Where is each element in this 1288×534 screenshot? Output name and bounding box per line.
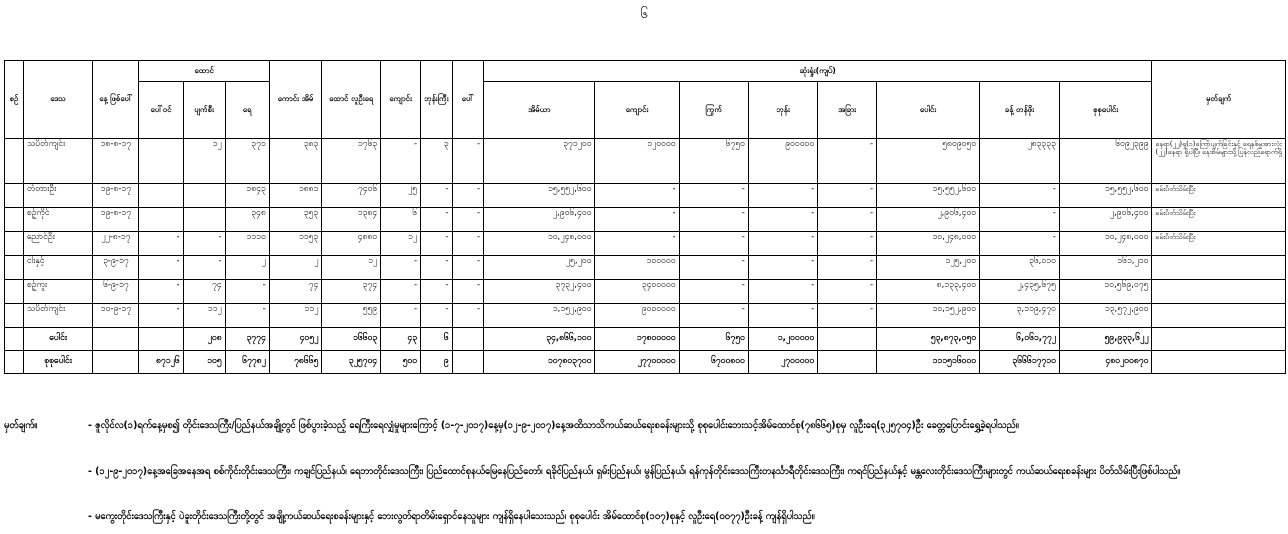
total-people: ၁၆၆၀၃ bbox=[322, 328, 381, 351]
grand-households: ၇၈၆၆၅ bbox=[269, 351, 322, 374]
cell-h-partial: ၁၂ bbox=[183, 139, 225, 184]
total-d-grand: ၅၉,၉၃၃,၆၂၂ bbox=[1059, 328, 1152, 351]
grand-d-total: ၁၁၁၅၁၆၀၀၀ bbox=[877, 351, 980, 374]
cell-other: - bbox=[452, 232, 484, 256]
cell-no bbox=[5, 184, 24, 208]
cell-remarks bbox=[1152, 256, 1286, 280]
cell-region: တံတားဦး bbox=[23, 184, 92, 208]
cell-date: ၆-၉-၁၇ bbox=[93, 280, 139, 304]
cell-d-buildings: ၃၇၃၂,၄၀၀ bbox=[484, 280, 595, 304]
cell-d-other: - bbox=[818, 184, 877, 208]
cell-d-buildings: ၁၀,၂၄၈,၀၀၀ bbox=[484, 232, 595, 256]
cell-d-buildings: ၁,၁၅၂,၉၀၀ bbox=[484, 304, 595, 328]
cell-region: စဉ့်ကူး bbox=[23, 280, 92, 304]
header-d-school: ကျောင်း bbox=[595, 82, 679, 139]
cell-d-other: - bbox=[818, 208, 877, 232]
total-remarks-cell bbox=[1152, 328, 1286, 351]
grand-d-grand: ၄၈၀၂၀၀၈၇၀ bbox=[1059, 351, 1152, 374]
cell-other: - bbox=[452, 304, 484, 328]
cell-h-flooded: ၃၄၈ bbox=[225, 208, 269, 232]
cell-people: ၇၄၀၆ bbox=[322, 184, 381, 208]
cell-d-total: ၁၀,၁၅၂,၉၀၀ bbox=[877, 304, 980, 328]
cell-d-school: - bbox=[595, 232, 679, 256]
cell-monastery: - bbox=[421, 232, 453, 256]
total-d-livestock: ၆၇၅၀ bbox=[679, 328, 748, 351]
table-row bbox=[5, 304, 1286, 328]
total-h-complete bbox=[139, 328, 183, 351]
grand-d-livestock: ၆၇၀၀၈၀၀ bbox=[679, 351, 748, 374]
note-item: - မကွေးတိုင်းဒေသကြီးနှင့် ပဲခူးတိုင်းဒေသကြီးတို့တွင် အချို့ကယ်ဆယ်ရေးစခန်းများနှင့် ဘေးလွတ်ရာတိမ်းရှောင်နေသူများ ကျန်ရှိနေပါသေးသည်၊ စုစုပေါင်း အိမ်ထောင်စု(၁၀၇)စုနှင့် လူဦးရေ(၀၀၇၇)ဦးခန့် ကျန်ရှိပါသည်။ bbox=[88, 511, 815, 522]
total-date-cell bbox=[93, 328, 139, 351]
grand-d-estimate: ၃၆၆၆၁၇၇၁၀ bbox=[980, 351, 1060, 374]
cell-d-livestock: - bbox=[679, 256, 748, 280]
cell-d-grand: ၁၅,၅၅၂,၆၀၀ bbox=[1059, 184, 1152, 208]
page-number: ၆ bbox=[640, 7, 648, 22]
cell-h-flooded: ၂ bbox=[225, 256, 269, 280]
cell-households: ၂ bbox=[269, 256, 322, 280]
flood-relief-table bbox=[4, 60, 1286, 374]
cell-no bbox=[5, 139, 24, 184]
total-label: ပေါင်း bbox=[23, 328, 92, 351]
grand-no-cell bbox=[5, 351, 24, 374]
cell-d-grand: ၁၀,၅၆၉,၀၇၅ bbox=[1059, 280, 1152, 304]
cell-date: ၁၉-၈-၁၇ bbox=[93, 184, 139, 208]
cell-h-complete bbox=[139, 184, 183, 208]
cell-d-estimate: ၃,၁၁၉,၄၇၀ bbox=[980, 304, 1060, 328]
cell-other: - bbox=[452, 184, 484, 208]
cell-d-monastery: - bbox=[748, 256, 817, 280]
header-d-grand: စုစုပေါင်း bbox=[1059, 82, 1152, 139]
cell-monastery: ၃ bbox=[421, 139, 453, 184]
total-d-monastery: ၁,၂၀၀၀၀၀ bbox=[748, 328, 817, 351]
cell-d-livestock: ၆၇၅၀ bbox=[679, 139, 748, 184]
cell-d-school: - bbox=[595, 208, 679, 232]
grand-d-school: ၂၇၇၀၀၀၀၀ bbox=[595, 351, 679, 374]
cell-people: ၄၈၈၀ bbox=[322, 232, 381, 256]
cell-region: ညောင်ဦး bbox=[23, 232, 92, 256]
cell-no bbox=[5, 208, 24, 232]
cell-remarks: ခမ်းပိတ်သိမ်းပြီး bbox=[1152, 184, 1286, 208]
cell-d-grand: ၆၀၉၂၃၉၉ bbox=[1059, 139, 1152, 184]
total-h-flooded: ၃၇၇၄ bbox=[225, 328, 269, 351]
header-d-other: အခြား bbox=[818, 82, 877, 139]
cell-d-monastery: - bbox=[748, 184, 817, 208]
cell-d-monastery: ၉၀၀၀၀၀ bbox=[748, 139, 817, 184]
header-date: နေ့ ဖြစ်ပေါ် bbox=[93, 61, 139, 139]
cell-schools: ၆ bbox=[381, 208, 421, 232]
cell-date: ၁၉-၈-၁၇ bbox=[93, 208, 139, 232]
cell-d-grand: ၁၀,၂၄၈,၀၀၀ bbox=[1059, 232, 1152, 256]
total-d-other bbox=[818, 328, 877, 351]
cell-schools: - bbox=[381, 304, 421, 328]
cell-remarks bbox=[1152, 304, 1286, 328]
table-row bbox=[5, 208, 1286, 232]
cell-schools: - bbox=[381, 280, 421, 304]
total-d-school: ၁၇၈၀၀၀၀၀ bbox=[595, 328, 679, 351]
grand-other bbox=[452, 351, 484, 374]
cell-h-partial: ၇၄ bbox=[183, 280, 225, 304]
table-row bbox=[5, 232, 1286, 256]
table-row bbox=[5, 256, 1286, 280]
cell-h-complete bbox=[139, 139, 183, 184]
cell-other: - bbox=[452, 139, 484, 184]
cell-monastery: - bbox=[421, 256, 453, 280]
cell-remarks: နေရာ(၂၂)ရှ(၁)ကြော်ပျက်ခြင်းနှင့် ရေနစ်မှုအားလုံး (၂၂)နေရာ ရှိပါပြီ၊ နေအိမ်များသို့ပြန်လည်ရောက်ရှိ bbox=[1152, 139, 1286, 184]
cell-people: ၃၇၄ bbox=[322, 280, 381, 304]
header-people: ထောင် လူဦးရေ bbox=[322, 61, 381, 139]
grand-remarks-cell bbox=[1152, 351, 1286, 374]
table-row bbox=[5, 139, 1286, 184]
cell-no bbox=[5, 232, 24, 256]
header-group-houses: ထောင် bbox=[139, 61, 269, 82]
grand-people: ၃၂၅၇၀၄ bbox=[322, 351, 381, 374]
cell-h-complete: - bbox=[139, 304, 183, 328]
cell-d-estimate: ၂,၄၃၅,၆၇၅ bbox=[980, 280, 1060, 304]
cell-h-flooded: ၁၁၁၀ bbox=[225, 232, 269, 256]
header-no: စဉ် bbox=[5, 61, 24, 139]
total-row bbox=[5, 328, 1286, 351]
total-d-buildings: ၃၄,၈၆၆,၁၀၀ bbox=[484, 328, 595, 351]
grand-d-monastery: ၂၇၀၀၀၀၀ bbox=[748, 351, 817, 374]
cell-d-school: ၁၂၀၀၀၀ bbox=[595, 139, 679, 184]
cell-d-total: ၁၂၅,၂၀၀ bbox=[877, 256, 980, 280]
cell-d-livestock: - bbox=[679, 184, 748, 208]
cell-d-other: - bbox=[818, 280, 877, 304]
cell-region: သပိတ်ကျင်း bbox=[23, 304, 92, 328]
total-monastery: ၆ bbox=[421, 328, 453, 351]
cell-households: ၁၈၈၁ bbox=[269, 184, 322, 208]
header-remarks: မှတ်ချက် bbox=[1152, 61, 1286, 139]
cell-d-livestock: - bbox=[679, 232, 748, 256]
header-monastery: ဘုန်းကြီး bbox=[421, 61, 453, 139]
grand-d-other bbox=[818, 351, 877, 374]
cell-h-complete: - bbox=[139, 256, 183, 280]
cell-region: စဉ့်ကိုင် bbox=[23, 208, 92, 232]
grand-h-partial: ၁၀၅ bbox=[183, 351, 225, 374]
cell-d-school: ၁၀၀၀၀၀ bbox=[595, 256, 679, 280]
cell-h-partial: ၁၁၂ bbox=[183, 304, 225, 328]
cell-people: ၁၃၈၄ bbox=[322, 208, 381, 232]
cell-people: ၁၇၆၃ bbox=[322, 139, 381, 184]
header-d-monastery: ဘုန်း bbox=[748, 82, 817, 139]
cell-d-grand: ၁၃,၅၇၂,၉၀၀ bbox=[1059, 304, 1152, 328]
cell-households: ၃၈၃ bbox=[269, 139, 322, 184]
cell-h-flooded: ၃၇၁ bbox=[225, 139, 269, 184]
cell-schools: - bbox=[381, 139, 421, 184]
cell-other: - bbox=[452, 208, 484, 232]
cell-d-school: - bbox=[595, 184, 679, 208]
cell-d-grand: ၁၆၁,၂၁၀ bbox=[1059, 256, 1152, 280]
header-schools: ကျောင်း bbox=[381, 61, 421, 139]
cell-households: ၁၁၂ bbox=[269, 304, 322, 328]
cell-h-flooded: - bbox=[225, 280, 269, 304]
cell-region: ငါးနှင့် bbox=[23, 256, 92, 280]
total-d-estimate: ၆,၀၆၁,၇၇၂ bbox=[980, 328, 1060, 351]
cell-d-buildings: ၂,၉၀၆,၄၀၀ bbox=[484, 208, 595, 232]
cell-d-estimate: - bbox=[980, 184, 1060, 208]
cell-h-complete: - bbox=[139, 232, 183, 256]
note-item: - (၁၂-၉-၂၀၁၇)နေ့အခြေအနေအရ စစ်ကိုင်းတိုင်းဒေသကြီး၊ ကချင်ပြည်နယ်၊ ရေဘာတိုင်းဒေသကြီး၊ ပြည်ထောင်စုနယ်မြေနေပြည်တော်၊ ရခိုင်ပြည်နယ်၊ ရှမ်းပြည်နယ်၊ မွန်ပြည်နယ်၊ ရန်ကုန်တိုင်းဒေသကြီးတနင်္သာရီတိုင်းဒေသကြီး၊ ကရင်ပြည်နယ်နှင့် မန္တလေးတိုင်းဒေသကြီးများတွင် ကယ်ဆယ်ရေးစခန်းများ ပိတ်သိမ်းပြီးဖြစ်ပါသည်။ bbox=[88, 466, 1181, 477]
cell-d-estimate: - bbox=[980, 232, 1060, 256]
cell-d-other: - bbox=[818, 304, 877, 328]
cell-remarks bbox=[1152, 280, 1286, 304]
total-households: ၄၀၅၂ bbox=[269, 328, 322, 351]
header-h-partial: ပျက်စီး bbox=[183, 82, 225, 139]
cell-d-total: ၁၅,၅၅၂,၆၀၀ bbox=[877, 184, 980, 208]
header-households: ကောင်း အိမ် bbox=[269, 61, 322, 139]
cell-d-total: ၂,၉၀၆,၄၀၀ bbox=[877, 208, 980, 232]
cell-people: ၅၅၉ bbox=[322, 304, 381, 328]
grand-h-complete: ၈၇၁၂၆ bbox=[139, 351, 183, 374]
cell-d-monastery: - bbox=[748, 304, 817, 328]
cell-other: - bbox=[452, 280, 484, 304]
header-other: ပေါ် bbox=[452, 61, 484, 139]
header-h-complete: ပေါ်ဝင် bbox=[139, 82, 183, 139]
grand-monastery: ၉ bbox=[421, 351, 453, 374]
header-d-estimate: ခန့် တန်ဖိုး bbox=[980, 82, 1060, 139]
cell-households: ၇၄ bbox=[269, 280, 322, 304]
cell-other: - bbox=[452, 256, 484, 280]
header-group-damage: ဆုံးရှုံး(ကျပ်) bbox=[484, 61, 1152, 82]
grand-h-flooded: ၆၇၇၈၂ bbox=[225, 351, 269, 374]
cell-monastery: - bbox=[421, 280, 453, 304]
cell-schools: ၁၂ bbox=[381, 232, 421, 256]
header-d-total: ပေါင်း bbox=[877, 82, 980, 139]
cell-d-total: ၅၈၀၉၀၅၀ bbox=[877, 139, 980, 184]
cell-monastery: - bbox=[421, 208, 453, 232]
cell-date: ၁၈-၈-၁၇ bbox=[93, 139, 139, 184]
grand-label: စုစုပေါင်း bbox=[23, 351, 92, 374]
cell-d-livestock: - bbox=[679, 208, 748, 232]
cell-date: ၁၀-၉-၁၇ bbox=[93, 304, 139, 328]
cell-remarks: ခမ်းပိတ်သိမ်းပြီး bbox=[1152, 208, 1286, 232]
cell-d-other: - bbox=[818, 139, 877, 184]
cell-d-total: ၈,၁၃၃,၄၀၀ bbox=[877, 280, 980, 304]
cell-no bbox=[5, 256, 24, 280]
total-h-partial: ၂၀၈ bbox=[183, 328, 225, 351]
cell-d-estimate: ၃၆,၀၁၀ bbox=[980, 256, 1060, 280]
cell-d-buildings: ၂၅,၂၀၀ bbox=[484, 256, 595, 280]
cell-h-partial: - bbox=[183, 232, 225, 256]
table-row bbox=[5, 280, 1286, 304]
cell-h-partial bbox=[183, 208, 225, 232]
cell-d-monastery: - bbox=[748, 208, 817, 232]
cell-h-complete: - bbox=[139, 280, 183, 304]
header-region: ဒေသ bbox=[23, 61, 92, 139]
cell-monastery: - bbox=[421, 304, 453, 328]
cell-h-partial bbox=[183, 184, 225, 208]
cell-d-monastery: - bbox=[748, 232, 817, 256]
cell-d-school: ၉၀၀၀၀၀၀ bbox=[595, 304, 679, 328]
cell-d-other: - bbox=[818, 232, 877, 256]
cell-d-monastery: - bbox=[748, 280, 817, 304]
cell-people: ၁၂ bbox=[322, 256, 381, 280]
cell-region: သပိတ်ကျင်း bbox=[23, 139, 92, 184]
cell-d-estimate: ၂၈၃၃၃၃ bbox=[980, 139, 1060, 184]
cell-remarks: ခမ်းပိတ်သိမ်းပြီး bbox=[1152, 232, 1286, 256]
cell-no bbox=[5, 280, 24, 304]
cell-d-total: ၁၀,၂၄၈,၀၀၀ bbox=[877, 232, 980, 256]
total-d-total: ၅၃,၈၇၃,၀၅၀ bbox=[877, 328, 980, 351]
note-item: - ဇူလိုင်လ(၁)ရက်နေ့မှစ၍ တိုင်းဒေသကြီး/ပြည်နယ်အချို့တွင် ဖြစ်ပွားခဲ့သည့် ရေကြီးရေလျှံမှုများကြောင့် (၁-၇-၂၀၁၇)နေ့မှ(၁၂-၉-၂၀၁၇)နေ့အထိသာသိကယ်ဆယ်ရေးစခန်းများသို့ စုစုပေါင်းဘေးသင့်အိမ်ထောင်စု(၇၈၆၆၅)စုမှ လူဦးရေ(၃၂၅၇၀၄)ဦး ခေတ္တပြောင်းရွှေ့ခဲ့ရပါသည်။ bbox=[88, 420, 1019, 431]
cell-d-buildings: ၁၅,၅၅၂,၆၀၀ bbox=[484, 184, 595, 208]
table-body bbox=[5, 139, 1286, 328]
cell-h-flooded: ၁၈၄၃ bbox=[225, 184, 269, 208]
header-h-flooded: ရေ bbox=[225, 82, 269, 139]
cell-h-complete bbox=[139, 208, 183, 232]
cell-h-partial: - bbox=[183, 256, 225, 280]
cell-monastery: - bbox=[421, 184, 453, 208]
cell-d-livestock: - bbox=[679, 280, 748, 304]
total-other bbox=[452, 328, 484, 351]
cell-d-buildings: ၃၇၁၂၀၀ bbox=[484, 139, 595, 184]
cell-d-other: - bbox=[818, 256, 877, 280]
table-row bbox=[5, 184, 1286, 208]
cell-d-school: ၃၄၀၀၀၀၀ bbox=[595, 280, 679, 304]
grand-schools: ၅၀၀ bbox=[381, 351, 421, 374]
grand-total-row bbox=[5, 351, 1286, 374]
cell-date: ၃-၉-၁၇ bbox=[93, 256, 139, 280]
grand-d-buildings: ၁၀၇၈၀၃၇၀၀ bbox=[484, 351, 595, 374]
header-d-buildings: အိမ်ယာ bbox=[484, 82, 595, 139]
cell-date: ၂၂-၈-၁၇ bbox=[93, 232, 139, 256]
cell-households: ၃၅၃ bbox=[269, 208, 322, 232]
cell-schools: ၂၅ bbox=[381, 184, 421, 208]
cell-no bbox=[5, 304, 24, 328]
cell-d-estimate: - bbox=[980, 208, 1060, 232]
grand-date-cell bbox=[93, 351, 139, 374]
cell-households: ၁၁၅၃ bbox=[269, 232, 322, 256]
cell-d-livestock: - bbox=[679, 304, 748, 328]
total-schools: ၄၃ bbox=[381, 328, 421, 351]
notes-label: မှတ်ချက်။ bbox=[4, 420, 38, 431]
header-d-livestock: ကြွက် bbox=[679, 82, 748, 139]
cell-h-flooded: - bbox=[225, 304, 269, 328]
total-no-cell bbox=[5, 328, 24, 351]
cell-schools: - bbox=[381, 256, 421, 280]
cell-d-grand: ၂,၉၀၆,၄၀၀ bbox=[1059, 208, 1152, 232]
